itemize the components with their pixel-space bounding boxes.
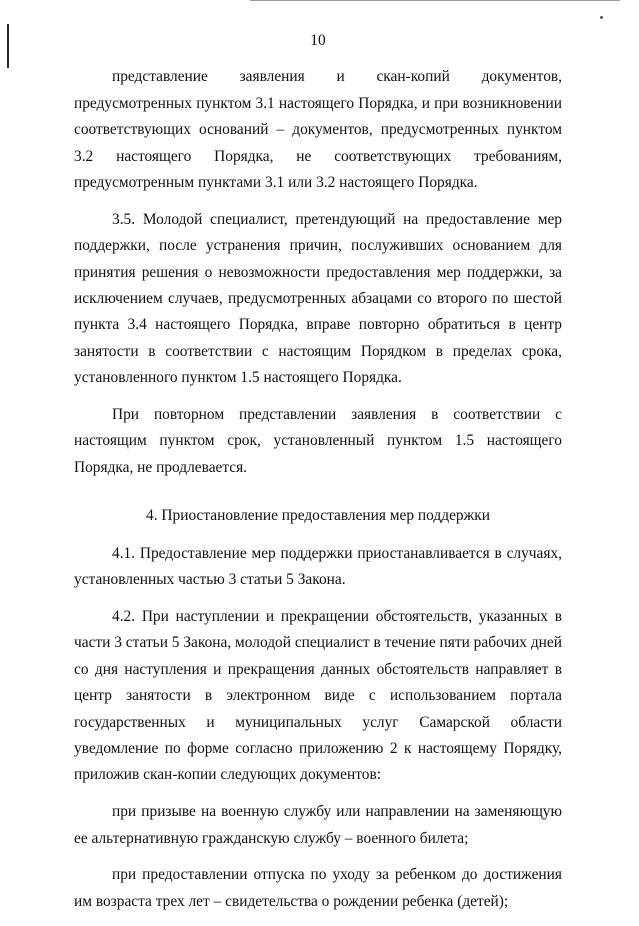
paragraph-4-1: 4.1. Предоставление мер поддержки приостанавливается в случаях, установленных частью 3 статьи 5 Закона. [74, 544, 562, 589]
paragraph-3-5: 3.5. Молодой специалист, претендующий на предоставление мер поддержки, после устранения причин, послуживших основанием для принятия решения о невозможности предоставления мер поддержки, за исключением случаев, предусмотренных абзацами со второго по шестой пункта 3.4 настоящего Порядка, вправе повторно обратиться в центр занятости в соответствии с настоящим Порядком в пределах срока, установленного пунктом 1.5 настоящего Порядка. [74, 210, 562, 387]
paragraph-repeat-submission: При повторном представлении заявления в соответствии с настоящим пунктом срок, установленный пунктом 1.5 настоящего Порядка, не продлевается. [74, 406, 562, 476]
paragraph-4-2: 4.2. При наступлении и прекращении обстоятельств, указанных в части 3 статьи 5 Закона, молодой специалист в течение пяти рабочих дней со дня наступления и прекращения данных обстоятельств направляет в центр занятости в электронном виде с использованием портала государственных и муниципальных услуг Самарской области уведомление по форме согласно приложению 2 к настоящему Порядку, приложив скан-копии следующих документов: [74, 607, 562, 784]
section-heading: 4. Приостановление предоставления мер поддержки [146, 507, 490, 525]
paragraph-continuation-first-line: представление заявления и скан-копий документов, [112, 68, 562, 86]
scan-left-margin-mark [7, 24, 9, 68]
document-page [74, 28, 562, 926]
paragraph-childcare-leave: при предоставлении отпуска по уходу за ребенком до достижения им возраста трех лет – свидетельства о рождении ребенка (детей); [74, 866, 562, 910]
paragraph-continuation: предусмотренных пунктом 3.1 настоящего Порядка, и при возникновении соответствующих оснований – документов, предусмотренных пунктом 3.2 настоящего Порядка, не соответствующих требованиям, предусмотренным пунктами 3.1 или 3.2 настоящего Порядка. [74, 94, 562, 192]
page-number: 10 [310, 32, 326, 49]
scan-speck [600, 16, 603, 19]
paragraph-military-service: при призыве на военную службу или направлении на заменяющую ее альтернативную гражданскую службу – военного билета; [74, 803, 562, 847]
scan-top-edge-line [250, 0, 620, 1]
